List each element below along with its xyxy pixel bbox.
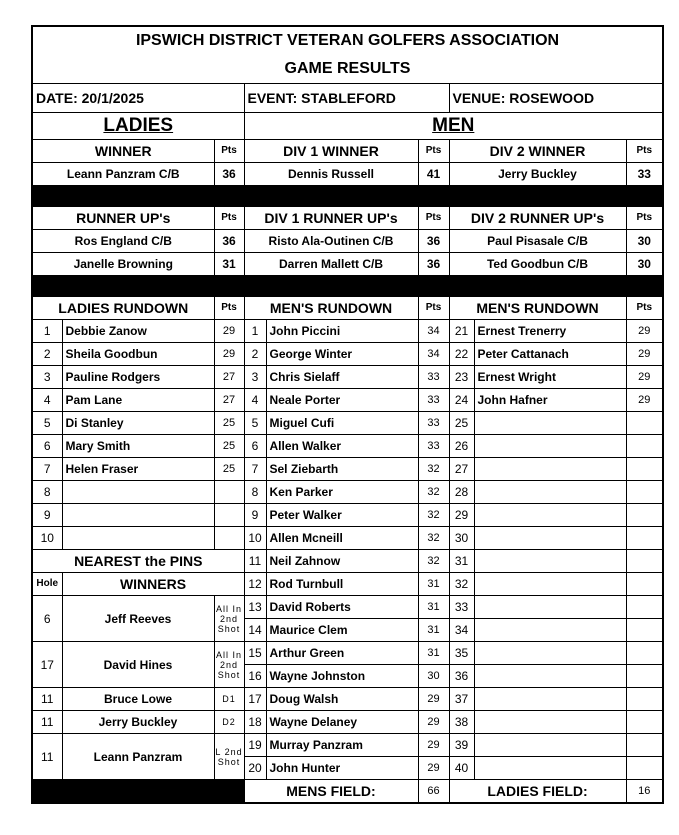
- mens-player-name: Maurice Clem: [266, 619, 418, 642]
- div1-winner-label: DIV 1 WINNER: [244, 140, 418, 163]
- mens-position: 19: [244, 734, 266, 757]
- mens-position: 37: [449, 688, 474, 711]
- pin-note: D1: [214, 688, 244, 711]
- mens-player-pts: [626, 504, 663, 527]
- ladies-position: 10: [32, 527, 62, 550]
- ladies-player-pts: 25: [214, 412, 244, 435]
- men-heading: MEN: [244, 113, 663, 140]
- ladies-player-name: Pauline Rodgers: [62, 366, 214, 389]
- pts-header: Pts: [626, 297, 663, 320]
- pin-winner: Bruce Lowe: [62, 688, 214, 711]
- mens-player-pts: 29: [418, 757, 449, 780]
- pin-hole: 6: [32, 596, 62, 642]
- pin-hole: 11: [32, 734, 62, 780]
- div2-winner-name: Jerry Buckley: [449, 163, 626, 186]
- results-sheet: [31, 25, 664, 804]
- mens-player-name: John Hafner: [474, 389, 626, 412]
- ladies-player-name: [62, 481, 214, 504]
- ladies-position: 6: [32, 435, 62, 458]
- ladies-player-name: Pam Lane: [62, 389, 214, 412]
- mens-player-pts: 32: [418, 550, 449, 573]
- mens-rundown-label: MEN'S RUNDOWN: [244, 297, 418, 320]
- winners-header: WINNERS: [62, 573, 244, 596]
- mens-player-pts: [626, 458, 663, 481]
- mens-position: 27: [449, 458, 474, 481]
- mens-player-pts: [626, 757, 663, 780]
- mens-player-name: [474, 412, 626, 435]
- pin-winner: Jeff Reeves: [62, 596, 214, 642]
- ladies-player-pts: 27: [214, 389, 244, 412]
- mens-player-pts: [626, 688, 663, 711]
- mens-player-pts: 31: [418, 619, 449, 642]
- mens-player-pts: 32: [418, 527, 449, 550]
- div1-runnerup-pts: 36: [418, 230, 449, 253]
- mens-player-pts: 33: [418, 389, 449, 412]
- mens-player-name: [474, 481, 626, 504]
- div2-runnerup-name: Paul Pisasale C/B: [449, 230, 626, 253]
- ladies-player-name: Helen Fraser: [62, 458, 214, 481]
- mens-position: 25: [449, 412, 474, 435]
- mens-position: 28: [449, 481, 474, 504]
- mens-player-pts: 29: [626, 366, 663, 389]
- mens-player-pts: [626, 550, 663, 573]
- ladies-player-pts: 29: [214, 320, 244, 343]
- mens-position: 4: [244, 389, 266, 412]
- ladies-player-name: Di Stanley: [62, 412, 214, 435]
- mens-position: 3: [244, 366, 266, 389]
- mens-position: 33: [449, 596, 474, 619]
- mens-position: 14: [244, 619, 266, 642]
- mens-position: 23: [449, 366, 474, 389]
- mens-player-pts: 34: [418, 320, 449, 343]
- mens-position: 40: [449, 757, 474, 780]
- mens-player-pts: 31: [418, 573, 449, 596]
- mens-player-pts: 29: [418, 711, 449, 734]
- sheet-title: IPSWICH DISTRICT VETERAN GOLFERS ASSOCIATION: [32, 26, 663, 55]
- mens-player-name: Ken Parker: [266, 481, 418, 504]
- mens-player-name: Miguel Cufi: [266, 412, 418, 435]
- ladies-player-pts: 25: [214, 458, 244, 481]
- ladies-player-pts: 25: [214, 435, 244, 458]
- mens-position: 30: [449, 527, 474, 550]
- mens-player-pts: 29: [626, 343, 663, 366]
- ladies-winner-name: Leann Panzram C/B: [32, 163, 214, 186]
- mens-player-name: Sel Ziebarth: [266, 458, 418, 481]
- mens-player-name: John Hunter: [266, 757, 418, 780]
- mens-player-name: David Roberts: [266, 596, 418, 619]
- mens-player-name: [474, 619, 626, 642]
- pts-header: Pts: [214, 207, 244, 230]
- pin-note: L 2nd Shot: [214, 734, 244, 780]
- ladies-player-pts: [214, 504, 244, 527]
- mens-position: 7: [244, 458, 266, 481]
- mens-player-name: [474, 711, 626, 734]
- ladies-position: 2: [32, 343, 62, 366]
- footer-black-bar: [32, 780, 244, 804]
- ladies-position: 9: [32, 504, 62, 527]
- mens-position: 11: [244, 550, 266, 573]
- ladies-position: 5: [32, 412, 62, 435]
- ladies-player-name: Mary Smith: [62, 435, 214, 458]
- mens-position: 38: [449, 711, 474, 734]
- mens-player-pts: 29: [626, 389, 663, 412]
- div2-runnerup-label: DIV 2 RUNNER UP's: [449, 207, 626, 230]
- ladies-rundown-label: LADIES RUNDOWN: [32, 297, 214, 320]
- pin-winner: Leann Panzram: [62, 734, 214, 780]
- mens-position: 21: [449, 320, 474, 343]
- mens-position: 18: [244, 711, 266, 734]
- mens-player-name: [474, 757, 626, 780]
- mens-position: 16: [244, 665, 266, 688]
- mens-player-name: Ernest Trenerry: [474, 320, 626, 343]
- mens-position: 35: [449, 642, 474, 665]
- pts-header: Pts: [418, 140, 449, 163]
- div1-runnerup-name: Risto Ala-Outinen C/B: [244, 230, 418, 253]
- ladies-player-pts: [214, 527, 244, 550]
- pin-hole: 11: [32, 711, 62, 734]
- mens-position: 1: [244, 320, 266, 343]
- pin-hole: 17: [32, 642, 62, 688]
- mens-player-pts: 32: [418, 458, 449, 481]
- mens-player-name: Allen Walker: [266, 435, 418, 458]
- mens-player-name: [474, 550, 626, 573]
- div1-winner-pts: 41: [418, 163, 449, 186]
- pin-note: All In 2nd Shot: [214, 642, 244, 688]
- div1-runnerup-name: Darren Mallett C/B: [244, 253, 418, 276]
- mens-position: 8: [244, 481, 266, 504]
- mens-player-pts: [626, 619, 663, 642]
- ladies-player-pts: 27: [214, 366, 244, 389]
- mens-player-pts: 29: [418, 688, 449, 711]
- mens-position: 24: [449, 389, 474, 412]
- sheet-subtitle: GAME RESULTS: [32, 55, 663, 84]
- mens-player-pts: [626, 527, 663, 550]
- ladies-player-name: Debbie Zanow: [62, 320, 214, 343]
- mens-player-name: [474, 435, 626, 458]
- mens-player-pts: [626, 734, 663, 757]
- ladies-player-name: [62, 527, 214, 550]
- mens-player-name: Doug Walsh: [266, 688, 418, 711]
- ladies-winner-pts: 36: [214, 163, 244, 186]
- ladies-heading: LADIES: [32, 113, 244, 140]
- mens-player-name: [474, 734, 626, 757]
- mens-position: 6: [244, 435, 266, 458]
- pts-header: Pts: [418, 207, 449, 230]
- mens-player-name: [474, 596, 626, 619]
- pts-header: Pts: [214, 297, 244, 320]
- mens-position: 2: [244, 343, 266, 366]
- pin-winner: David Hines: [62, 642, 214, 688]
- mens-player-pts: [626, 665, 663, 688]
- ladies-runnerup-name: Janelle Browning: [32, 253, 214, 276]
- ladies-runnerup-label: RUNNER UP's: [32, 207, 214, 230]
- date-field: DATE: 20/1/2025: [32, 84, 244, 113]
- ladies-field-label: LADIES FIELD:: [449, 780, 626, 804]
- ladies-position: 1: [32, 320, 62, 343]
- mens-player-pts: 29: [418, 734, 449, 757]
- separator-bar: [32, 276, 663, 297]
- mens-player-name: Neale Porter: [266, 389, 418, 412]
- mens-player-pts: [626, 642, 663, 665]
- div1-winner-name: Dennis Russell: [244, 163, 418, 186]
- mens-position: 5: [244, 412, 266, 435]
- mens-player-name: Wayne Delaney: [266, 711, 418, 734]
- mens-position: 36: [449, 665, 474, 688]
- mens-player-name: Allen Mcneill: [266, 527, 418, 550]
- mens-player-pts: [626, 596, 663, 619]
- mens-position: 12: [244, 573, 266, 596]
- mens-rundown-label: MEN'S RUNDOWN: [449, 297, 626, 320]
- mens-player-pts: 34: [418, 343, 449, 366]
- mens-player-pts: 31: [418, 596, 449, 619]
- mens-player-pts: 33: [418, 366, 449, 389]
- mens-player-pts: [626, 412, 663, 435]
- div1-runnerup-label: DIV 1 RUNNER UP's: [244, 207, 418, 230]
- mens-player-pts: [626, 573, 663, 596]
- mens-player-name: Arthur Green: [266, 642, 418, 665]
- pin-hole: 11: [32, 688, 62, 711]
- mens-position: 32: [449, 573, 474, 596]
- ladies-player-pts: [214, 481, 244, 504]
- div1-runnerup-pts: 36: [418, 253, 449, 276]
- mens-player-name: [474, 665, 626, 688]
- mens-position: 20: [244, 757, 266, 780]
- div2-runnerup-pts: 30: [626, 253, 663, 276]
- mens-position: 10: [244, 527, 266, 550]
- pin-note: D2: [214, 711, 244, 734]
- mens-player-name: [474, 573, 626, 596]
- div2-runnerup-pts: 30: [626, 230, 663, 253]
- ladies-position: 8: [32, 481, 62, 504]
- pin-note: All In 2nd Shot: [214, 596, 244, 642]
- mens-player-name: Neil Zahnow: [266, 550, 418, 573]
- ladies-runnerup-pts: 31: [214, 253, 244, 276]
- mens-player-pts: 33: [418, 412, 449, 435]
- div2-runnerup-name: Ted Goodbun C/B: [449, 253, 626, 276]
- mens-player-pts: [626, 481, 663, 504]
- mens-position: 15: [244, 642, 266, 665]
- mens-player-name: [474, 688, 626, 711]
- pts-header: Pts: [418, 297, 449, 320]
- hole-header: Hole: [32, 573, 62, 596]
- ladies-position: 3: [32, 366, 62, 389]
- pts-header: Pts: [214, 140, 244, 163]
- ladies-field-value: 16: [626, 780, 663, 804]
- mens-player-name: Murray Panzram: [266, 734, 418, 757]
- mens-position: 26: [449, 435, 474, 458]
- event-field: EVENT: STABLEFORD: [244, 84, 449, 113]
- div2-winner-label: DIV 2 WINNER: [449, 140, 626, 163]
- mens-field-value: 66: [418, 780, 449, 804]
- mens-player-name: [474, 458, 626, 481]
- mens-player-pts: [626, 711, 663, 734]
- mens-field-label: MENS FIELD:: [244, 780, 418, 804]
- mens-player-name: Peter Cattanach: [474, 343, 626, 366]
- mens-player-name: Chris Sielaff: [266, 366, 418, 389]
- mens-player-pts: 32: [418, 504, 449, 527]
- ladies-runnerup-name: Ros England C/B: [32, 230, 214, 253]
- mens-position: 9: [244, 504, 266, 527]
- mens-player-pts: 29: [626, 320, 663, 343]
- mens-player-pts: 31: [418, 642, 449, 665]
- nearest-pins-title: NEAREST the PINS: [32, 550, 244, 573]
- mens-player-name: [474, 504, 626, 527]
- div2-winner-pts: 33: [626, 163, 663, 186]
- mens-position: 29: [449, 504, 474, 527]
- ladies-winner-label: WINNER: [32, 140, 214, 163]
- ladies-player-name: [62, 504, 214, 527]
- mens-player-name: [474, 642, 626, 665]
- venue-field: VENUE: ROSEWOOD: [449, 84, 663, 113]
- ladies-player-name: Sheila Goodbun: [62, 343, 214, 366]
- mens-player-name: George Winter: [266, 343, 418, 366]
- pts-header: Pts: [626, 140, 663, 163]
- mens-player-name: Peter Walker: [266, 504, 418, 527]
- mens-position: 13: [244, 596, 266, 619]
- pin-winner: Jerry Buckley: [62, 711, 214, 734]
- ladies-runnerup-pts: 36: [214, 230, 244, 253]
- mens-position: 17: [244, 688, 266, 711]
- mens-player-pts: 33: [418, 435, 449, 458]
- ladies-position: 4: [32, 389, 62, 412]
- mens-position: 39: [449, 734, 474, 757]
- separator-bar: [32, 186, 663, 207]
- mens-player-pts: 32: [418, 481, 449, 504]
- mens-player-name: Ernest Wright: [474, 366, 626, 389]
- mens-position: 34: [449, 619, 474, 642]
- mens-player-name: Wayne Johnston: [266, 665, 418, 688]
- pts-header: Pts: [626, 207, 663, 230]
- ladies-player-pts: 29: [214, 343, 244, 366]
- mens-player-pts: [626, 435, 663, 458]
- mens-player-name: [474, 527, 626, 550]
- mens-position: 22: [449, 343, 474, 366]
- mens-player-name: Rod Turnbull: [266, 573, 418, 596]
- mens-player-pts: 30: [418, 665, 449, 688]
- mens-player-name: John Piccini: [266, 320, 418, 343]
- ladies-position: 7: [32, 458, 62, 481]
- mens-position: 31: [449, 550, 474, 573]
